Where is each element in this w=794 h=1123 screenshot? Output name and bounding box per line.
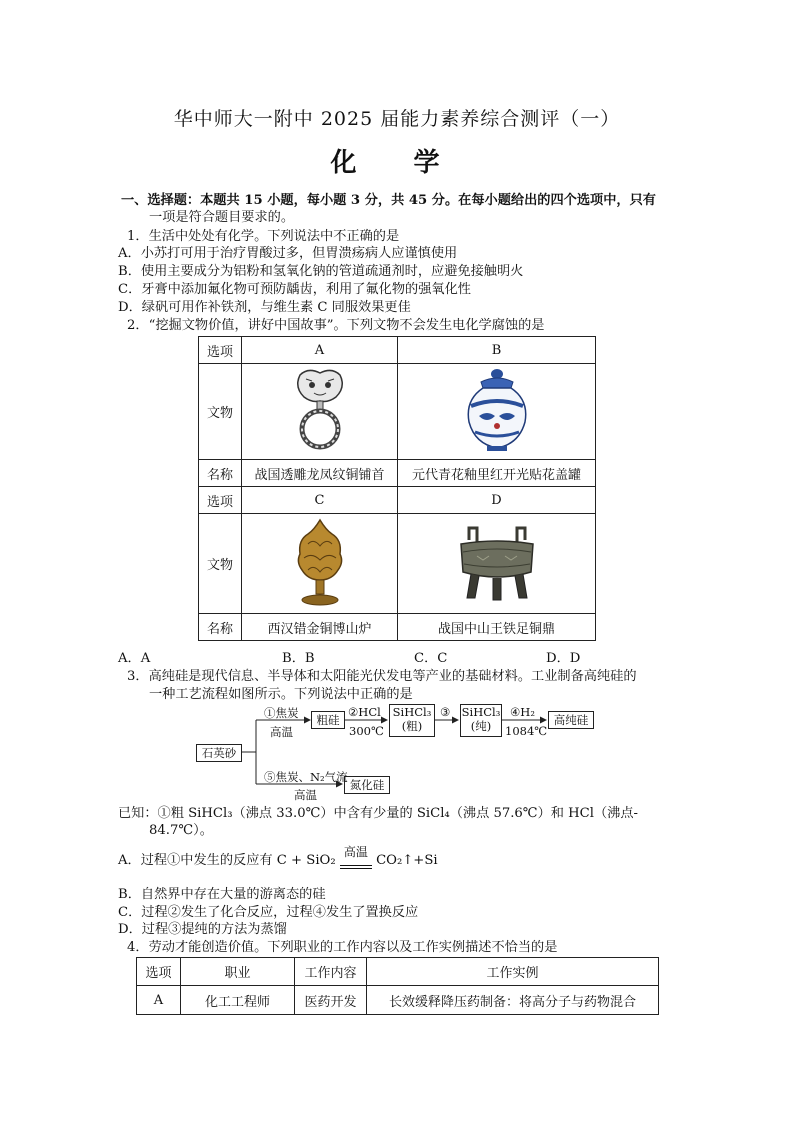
option-a-products: CO₂↑+Si [376, 853, 438, 868]
row-label-option: 选项 [199, 337, 242, 364]
step-1-reagent: ①焦炭 [264, 706, 299, 720]
question-2-answer-d: D．D [546, 651, 581, 666]
row-label-name: 名称 [199, 460, 242, 487]
box-sihcl3-crude-note: (粗) [401, 719, 423, 733]
step-5-condition: 高温 [294, 788, 317, 802]
option-c-header: C [242, 487, 398, 514]
option-a-reactants: A．过程①中发生的反应有 C + SiO₂ [118, 853, 336, 868]
option-a-reaction-arrow [340, 845, 372, 869]
question-1-stem: 1．生活中处处有化学。下列说法中不正确的是 [127, 229, 400, 244]
option-b-header: B [398, 337, 596, 364]
box-sihcl3-crude-formula: SiHCl₃ [392, 705, 432, 719]
question-2-stem: 2．“挖掘文物价值，讲好中国故事”。下列文物不会发生电化学腐蚀的是 [127, 318, 545, 333]
section-heading: 一、选择题：本题共 15 小题，每小题 3 分，共 45 分。在每小题给出的四个选项中，只有 [121, 193, 656, 208]
relic-d-name: 战国中山王铁足铜鼎 [398, 614, 596, 641]
box-sihcl3-pure-note: (纯) [470, 719, 492, 733]
question-2-answer-b: B．B [282, 651, 315, 666]
question-3-known: 已知：①粗 SiHCl₃（沸点 33.0℃）中含有少量的 SiCl₄（沸点 57.6℃）和 HCl（沸点- [118, 806, 638, 821]
question-3-stem-cont: 一种工艺流程如图所示。下列说法中正确的是 [149, 687, 413, 702]
relic-table [198, 336, 596, 641]
box-crude-silicon: 粗硅 [311, 711, 345, 729]
relic-c-image-cell [242, 514, 398, 614]
option-a-header: A [242, 337, 398, 364]
header-option: 选项 [137, 958, 181, 986]
box-silicon-nitride: 氮化硅 [344, 776, 390, 794]
gilded-incense-burner-image [288, 516, 352, 608]
step-2-reagent: ②HCl [348, 705, 381, 719]
header-work-content: 工作内容 [295, 958, 367, 986]
profession-table [136, 957, 659, 1015]
row-label-relic: 文物 [199, 364, 242, 460]
relic-b-name: 元代青花釉里红开光贴花盖罐 [398, 460, 596, 487]
section-heading-cont: 一项是符合题目要求的。 [149, 210, 295, 225]
subject-title: 化 学 [330, 148, 464, 178]
question-4-stem: 4．劳动才能创造价值。下列职业的工作内容以及工作实例描述不恰当的是 [127, 940, 558, 955]
bronze-door-knocker-image [290, 367, 350, 453]
row-label-option-2: 选项 [199, 487, 242, 514]
step-1-condition: 高温 [270, 725, 293, 739]
header-work-example: 工作实例 [367, 958, 659, 986]
row-label-relic-2: 文物 [199, 514, 242, 614]
relic-a-image-cell [242, 364, 398, 460]
box-pure-silicon: 高纯硅 [548, 711, 594, 729]
row-a-work-content: 医药开发 [295, 986, 367, 1015]
blue-white-jar-image [457, 366, 537, 454]
box-sihcl3-crude [389, 704, 435, 737]
relic-a-name: 战国透雕龙凤纹铜铺首 [242, 460, 398, 487]
step-2-condition: 300℃ [349, 724, 384, 738]
row-a-work-example: 长效缓释降压药制备：将高分子与药物混合 [367, 986, 659, 1015]
step-4-condition: 1084℃ [505, 724, 548, 738]
row-label-name-2: 名称 [199, 614, 242, 641]
question-3-option-a [118, 845, 438, 869]
step-5-reagent: ⑤焦炭、N₂气流 [264, 770, 348, 784]
question-3-known-cont: 84.7℃）。 [149, 823, 213, 838]
question-1-option-d: D．绿矾可用作补铁剂，与维生素 C 同服效果更佳 [118, 300, 411, 315]
step-4-reagent: ④H₂ [510, 705, 535, 719]
box-sihcl3-pure-formula: SiHCl₃ [461, 705, 501, 719]
option-a-condition: 高温 [343, 845, 368, 859]
question-2-answer-a: A．A [118, 651, 151, 666]
box-sihcl3-pure [460, 704, 502, 737]
bronze-tripod-ding-image [449, 520, 545, 604]
step-3-label: ③ [440, 705, 451, 719]
question-1-option-c: C．牙膏中添加氟化物可预防龋齿，利用了氟化物的强氧化性 [118, 282, 471, 297]
question-3-option-d: D．过程③提纯的方法为蒸馏 [118, 922, 287, 937]
row-a-profession: 化工工程师 [181, 986, 295, 1015]
question-2-answer-c: C．C [414, 651, 448, 666]
question-3-stem: 3．高纯硅是现代信息、半导体和太阳能光伏发电等产业的基础材料。工业制备高纯硅的 [127, 669, 637, 684]
relic-d-image-cell [398, 514, 596, 614]
question-1-option-b: B．使用主要成分为铝粉和氢氧化钠的管道疏通剂时，应避免接触明火 [118, 264, 524, 279]
relic-b-image-cell [398, 364, 596, 460]
option-d-header: D [398, 487, 596, 514]
question-3-option-b: B．自然界中存在大量的游离态的硅 [118, 887, 326, 902]
relic-c-name: 西汉错金铜博山炉 [242, 614, 398, 641]
question-1-option-a: A．小苏打可用于治疗胃酸过多，但胃溃疡病人应谨慎使用 [118, 246, 458, 261]
exam-title: 华中师大一附中 2025 届能力素养综合测评（一） [173, 108, 621, 130]
question-3-option-c: C．过程②发生了化合反应，过程④发生了置换反应 [118, 905, 419, 920]
header-profession: 职业 [181, 958, 295, 986]
box-quartz-sand: 石英砂 [196, 744, 242, 762]
row-a-option: A [137, 986, 181, 1015]
